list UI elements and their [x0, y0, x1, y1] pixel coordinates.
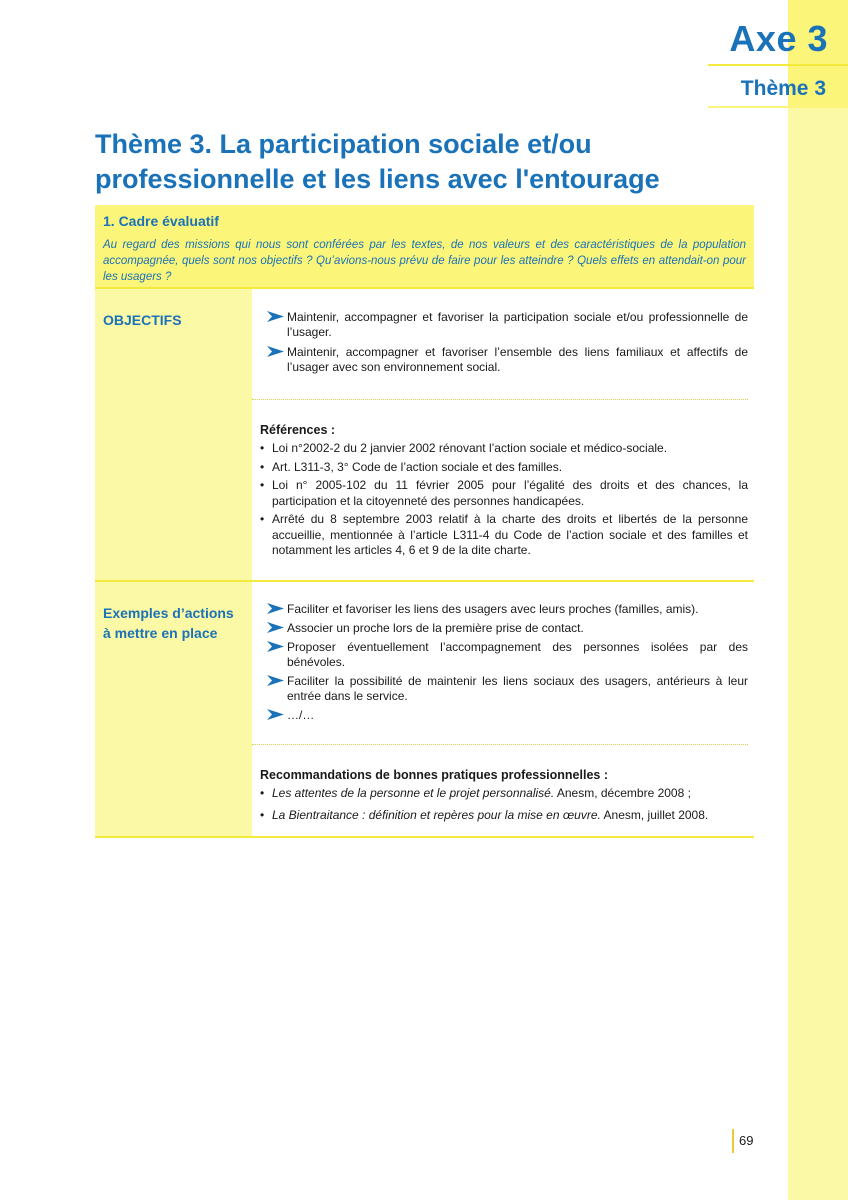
- exemples-label-line1: Exemples d’actions: [103, 605, 234, 621]
- exemples-label-cell: [95, 582, 252, 836]
- reco-source: Anesm, juillet 2008.: [600, 807, 709, 822]
- arrow-icon: [267, 709, 284, 720]
- list-item: [260, 602, 748, 617]
- reco-source: Anesm, décembre 2008 ;: [554, 786, 691, 800]
- list-item: • Art. L311-3, 3° Code de l’action sociale et des familles.: [260, 460, 748, 476]
- list-item: • Loi n°2002-2 du 2 janvier 2002 rénovant l’action sociale et médico-sociale.: [260, 441, 748, 457]
- list-item: [260, 310, 748, 340]
- list-item: • Loi n° 2005-102 du 11 février 2005 pour l’égalité des droits et des chances, la participation et la citoyenneté des personnes handicapées.: [260, 478, 748, 509]
- objectifs-list: [260, 289, 748, 375]
- recommandations-title: Recommandations de bonnes pratiques professionnelles :: [260, 768, 608, 782]
- reco-title-italic: Les attentes de la personne et le projet personnalisé.: [272, 786, 555, 800]
- list-item: [260, 708, 748, 723]
- arrow-icon: [267, 641, 284, 652]
- list-item: [260, 621, 748, 636]
- objectifs-label: OBJECTIFS: [103, 312, 182, 328]
- axe-title: Axe 3: [729, 18, 828, 59]
- evaluation-table: [95, 205, 754, 838]
- exemples-list: [260, 582, 748, 723]
- references-block: [260, 400, 748, 559]
- exemple-text: Proposer éventuellement l’accompagnement des personnes isolées par des bénévoles.: [287, 640, 748, 669]
- list-item: • Arrêté du 8 septembre 2003 relatif à la charte des droits et libertés de la personne accueillie, mentionnée à l’article L311-4 du Code de l’action sociale et des familles et notamment les articles 4, 6 et 9 de la dite charte.: [260, 512, 748, 559]
- cadre-text: Au regard des missions qui nous sont conférées par les textes, de nos valeurs et des caractéristiques de la population accompagnée, quels sont nos objectifs ? Qu’avions-nous prévu de faire pour les atteindre ? Quels effets en attendait-on pour les usagers ?: [103, 239, 746, 283]
- list-item: [260, 674, 748, 704]
- exemple-text: …/…: [287, 708, 315, 722]
- objectifs-content: [252, 289, 754, 580]
- exemples-content: [252, 582, 754, 836]
- objectif-text: Maintenir, accompagner et favoriser l’ensemble des liens familiaux et affectifs de l’usager avec son environnement social.: [287, 345, 748, 374]
- list-item: [260, 345, 748, 375]
- arrow-icon: [267, 675, 284, 686]
- header-axe-box: [708, 0, 848, 108]
- arrow-icon: [267, 622, 284, 633]
- header-rule: [708, 64, 848, 66]
- objectifs-label-cell: [95, 289, 252, 580]
- objectif-text: Maintenir, accompagner et favoriser la participation sociale et/ou professionnelle de l’usager.: [287, 310, 748, 339]
- reco-title-italic: La Bientraitance : définition et repères pour la mise en œuvre.: [272, 807, 601, 822]
- references-list: [260, 441, 748, 559]
- side-strip: [788, 0, 848, 1200]
- page-number-bar: [732, 1129, 734, 1153]
- exemples-row: [95, 580, 754, 836]
- exemple-text: Associer un proche lors de la première prise de contact.: [287, 621, 584, 635]
- objectifs-row: [95, 287, 754, 580]
- arrow-icon: [267, 346, 284, 357]
- references-title: Références :: [260, 423, 336, 437]
- list-item: [260, 808, 748, 824]
- list-item: [260, 786, 748, 802]
- page-number: 69: [739, 1133, 754, 1148]
- cadre-title: 1. Cadre évaluatif: [103, 213, 219, 229]
- theme-label: Thème 3: [740, 77, 826, 100]
- exemple-text: Faciliter et favoriser les liens des usagers avec leurs proches (familles, amis).: [287, 602, 699, 616]
- list-item: [260, 640, 748, 670]
- recommandations-block: [260, 745, 748, 823]
- arrow-icon: [267, 603, 284, 614]
- table-bottom-rule: [95, 836, 754, 838]
- recommandations-list: [260, 786, 748, 823]
- page-title: Thème 3. La participation sociale et/ou professionnelle et les liens avec l'entourage: [95, 129, 660, 194]
- arrow-icon: [267, 311, 284, 322]
- exemple-text: Faciliter la possibilité de maintenir les liens sociaux des usagers, antérieurs à leur entrée dans le service.: [287, 674, 748, 703]
- cadre-evaluatif: [95, 205, 754, 287]
- exemples-label-line2: à mettre en place: [103, 625, 218, 641]
